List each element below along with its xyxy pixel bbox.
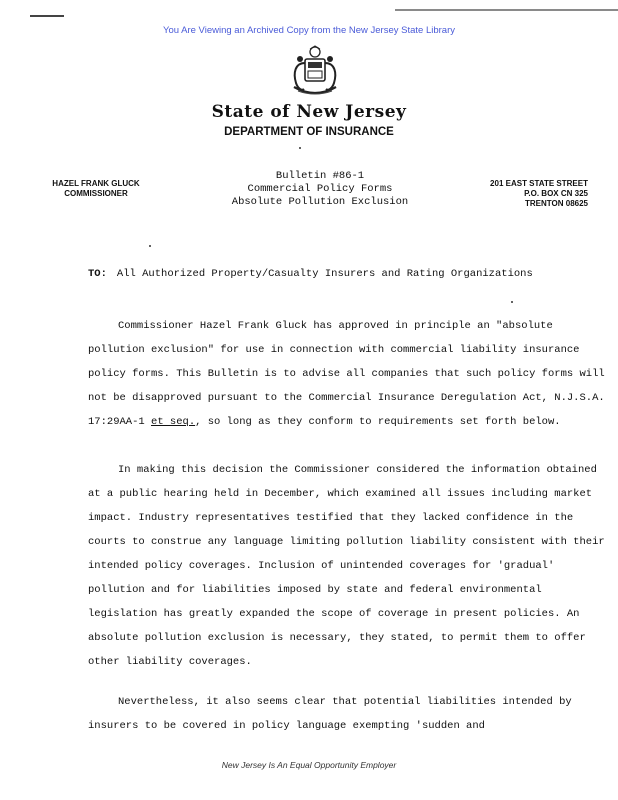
- bulletin-number: Bulletin #86-1: [275, 170, 365, 182]
- department-name: DEPARTMENT OF INSURANCE: [224, 126, 394, 138]
- bulletin-heading: [220, 170, 420, 209]
- state-title: State of New Jersey: [211, 102, 407, 122]
- top-scan-rule: [395, 9, 618, 11]
- recipient-text: All Authorized Property/Casualty Insurers and Rating Organizations: [116, 268, 533, 280]
- paragraph-1: [88, 314, 608, 434]
- et-seq-citation: et seq.: [151, 416, 196, 428]
- archive-banner: You Are Viewing an Archived Copy from the New Jersey State Library: [162, 25, 455, 36]
- commissioner-title: COMMISSIONER: [64, 189, 128, 198]
- paragraph-2: In making this decision the Commissioner considered the information obtained at a public hearing held in December, which examined all issues including market impact. Industry representatives testified that they lacked confidence in the courts to construe any language limiting pollution liability consistent with their intended policy coverages. Inclusion of unintended coverages for 'gradual' pollution and for liabilities imposed by state and federal environmental legislation has greatly expanded the scope of coverage in present policies. An absolute pollution exclusion is necessary, they stated, to permit them to offer other liability coverages.: [88, 464, 605, 668]
- scan-speck: [149, 245, 151, 247]
- paragraph-1-text: Commissioner Hazel Frank Gluck has approved in principle an "absolute pollution exclusion" for use in connection with commercial liability insurance policy forms. This Bulletin is to advise all companies that such policy forms will not be disapproved pursuant to the Commercial Insurance Deregulation Act, N.J.S.A. 17:29AA-1: [88, 320, 605, 428]
- address-city: TRENTON 08625: [525, 199, 588, 208]
- bulletin-subject-1: Commercial Policy Forms: [247, 183, 393, 195]
- scan-speck: [299, 147, 301, 149]
- commissioner-name: HAZEL FRANK GLUCK: [52, 179, 140, 188]
- paragraph-1-tail: , so long as they conform to requirements set forth below.: [195, 416, 561, 428]
- address-box: P.O. BOX CN 325: [524, 189, 588, 198]
- footer-note: New Jersey Is An Equal Opportunity Employer: [221, 760, 397, 770]
- recipient-line: [88, 268, 588, 280]
- address-block: [478, 179, 588, 209]
- commissioner-block: [36, 179, 156, 199]
- scan-speck: [511, 301, 513, 303]
- recipient-label: TO:: [88, 268, 107, 280]
- bulletin-subject-2: Absolute Pollution Exclusion: [231, 196, 409, 208]
- paragraph-3: Nevertheless, it also seems clear that potential liabilities intended by insurers to be covered in policy language exempting 'sudden and: [88, 696, 572, 732]
- state-seal-icon: [290, 45, 340, 97]
- address-street: 201 EAST STATE STREET: [490, 179, 588, 188]
- corner-scan-mark: [30, 15, 64, 17]
